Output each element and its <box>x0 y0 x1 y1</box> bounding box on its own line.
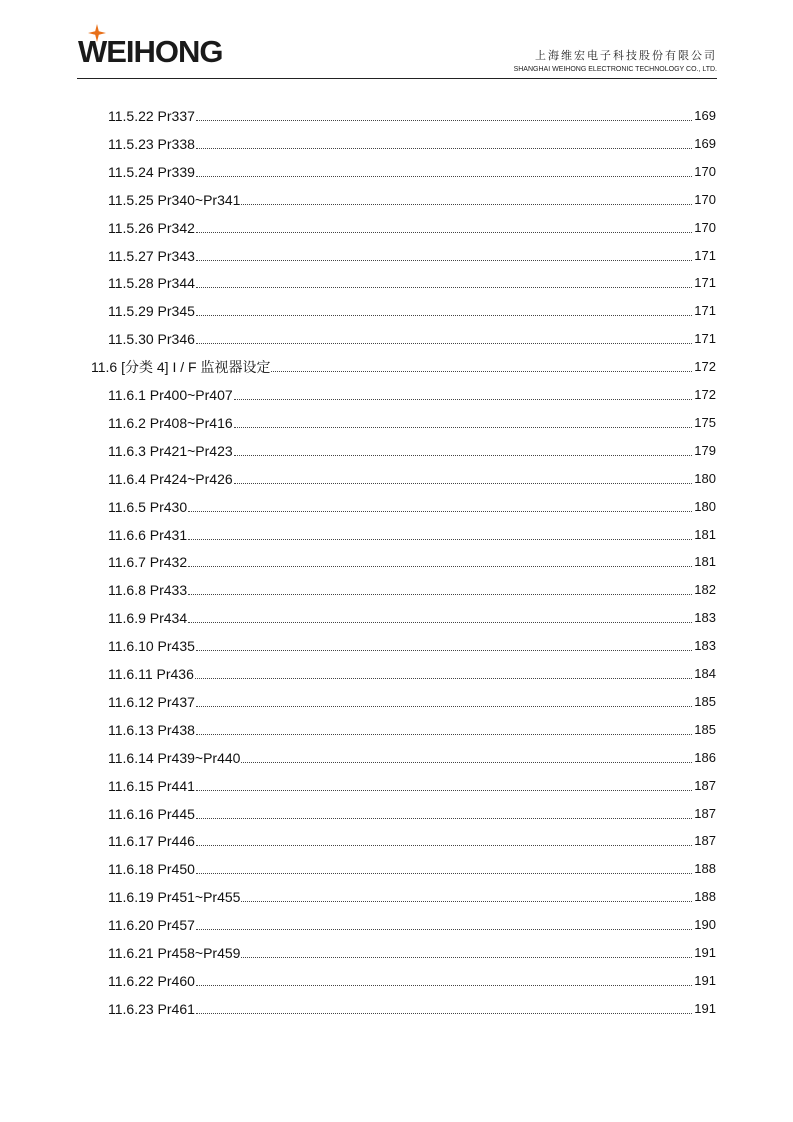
toc-dot-leader <box>188 622 692 623</box>
toc-dot-leader <box>241 762 692 763</box>
toc-entry[interactable] <box>108 379 716 403</box>
toc-dot-leader <box>196 734 692 735</box>
toc-dot-leader <box>234 427 693 428</box>
toc-entry-label: 11.5.29 Pr345 <box>108 303 195 319</box>
toc-dot-leader <box>196 650 692 651</box>
toc-entry-page-number: 171 <box>694 275 716 290</box>
toc-dot-leader <box>188 511 692 512</box>
toc-entry-page-number: 187 <box>694 833 716 848</box>
toc-entry[interactable] <box>108 240 716 264</box>
toc-entry-page-number: 188 <box>694 889 716 904</box>
toc-entry[interactable] <box>108 825 716 849</box>
toc-dot-leader <box>196 929 692 930</box>
toc-entry-page-number: 180 <box>694 471 716 486</box>
toc-dot-leader <box>234 399 693 400</box>
toc-entry[interactable] <box>108 770 716 794</box>
toc-entry-label: 11.6.13 Pr438 <box>108 722 195 738</box>
toc-entry-page-number: 171 <box>694 248 716 263</box>
toc-entry[interactable] <box>108 519 716 543</box>
toc-entry-label: 11.5.28 Pr344 <box>108 275 195 291</box>
toc-entry-label: 11.6.12 Pr437 <box>108 694 195 710</box>
toc-entry-label: 11.6.10 Pr435 <box>108 638 195 654</box>
toc-entry[interactable] <box>108 323 716 347</box>
toc-entry-label: 11.5.24 Pr339 <box>108 164 195 180</box>
toc-entry-page-number: 181 <box>694 554 716 569</box>
toc-entry-page-number: 172 <box>694 387 716 402</box>
toc-entry-page-number: 171 <box>694 331 716 346</box>
toc-entry[interactable] <box>108 295 716 319</box>
toc-dot-leader <box>234 455 693 456</box>
weihong-logo <box>78 28 248 70</box>
toc-entry[interactable] <box>108 435 716 459</box>
toc-entry[interactable] <box>108 128 716 152</box>
toc-entry-page-number: 179 <box>694 443 716 458</box>
toc-entry-label: 11.6.19 Pr451~Pr455 <box>108 889 241 905</box>
toc-dot-leader <box>196 148 692 149</box>
toc-entry[interactable] <box>108 881 716 905</box>
toc-dot-leader <box>271 371 692 372</box>
toc-entry[interactable] <box>108 100 716 124</box>
toc-entry-label: 11.6.11 Pr436 <box>108 666 194 682</box>
toc-dot-leader <box>188 539 692 540</box>
toc-dot-leader <box>196 260 692 261</box>
toc-entry-page-number: 187 <box>694 778 716 793</box>
toc-entry-label: 11.5.30 Pr346 <box>108 331 195 347</box>
toc-dot-leader <box>188 594 692 595</box>
header-divider <box>77 78 717 79</box>
toc-entry-label: 11.6.8 Pr433 <box>108 582 188 598</box>
toc-entry[interactable] <box>108 156 716 180</box>
toc-entry[interactable] <box>108 463 716 487</box>
toc-dot-leader <box>196 873 692 874</box>
toc-entry[interactable] <box>108 658 716 682</box>
toc-entry-label: 11.5.23 Pr338 <box>108 136 195 152</box>
company-name-chinese: 上海维宏电子科技股份有限公司 <box>535 49 717 62</box>
toc-entry-label: 11.6.18 Pr450 <box>108 861 195 877</box>
toc-entry-page-number: 191 <box>694 945 716 960</box>
toc-entry-page-number: 190 <box>694 917 716 932</box>
toc-entry-page-number: 186 <box>694 750 716 765</box>
company-name-english: SHANGHAI WEIHONG ELECTRONIC TECHNOLOGY CO., LTD. <box>513 66 717 73</box>
toc-entry[interactable] <box>108 630 716 654</box>
toc-dot-leader <box>196 818 692 819</box>
toc-entry-page-number: 170 <box>694 164 716 179</box>
toc-entry-page-number: 191 <box>694 1001 716 1016</box>
toc-entry-label: 11.6.6 Pr431 <box>108 527 188 543</box>
page-header <box>0 0 793 80</box>
toc-dot-leader <box>196 985 692 986</box>
toc-entry[interactable] <box>108 965 716 989</box>
toc-dot-leader <box>241 204 692 205</box>
toc-entry[interactable] <box>108 714 716 738</box>
toc-dot-leader <box>195 678 692 679</box>
toc-entry-label: 11.6.23 Pr461 <box>108 1001 195 1017</box>
toc-entry-page-number: 187 <box>694 806 716 821</box>
toc-entry[interactable] <box>108 798 716 822</box>
toc-entry-page-number: 169 <box>694 136 716 151</box>
toc-dot-leader <box>196 287 692 288</box>
logo-wordmark: WEIHONG <box>78 34 223 69</box>
toc-entry-page-number: 184 <box>694 666 716 681</box>
toc-entry[interactable] <box>108 491 716 515</box>
toc-entry-label: 11.6.7 Pr432 <box>108 554 188 570</box>
toc-dot-leader <box>196 845 692 846</box>
toc-dot-leader <box>241 957 692 958</box>
toc-dot-leader <box>196 120 692 121</box>
toc-entry[interactable] <box>108 853 716 877</box>
toc-entry-label: 11.5.25 Pr340~Pr341 <box>108 192 241 208</box>
toc-dot-leader <box>196 176 692 177</box>
toc-entry-label: 11.6.16 Pr445 <box>108 806 195 822</box>
toc-entry-page-number: 180 <box>694 499 716 514</box>
toc-entry-page-number: 169 <box>694 108 716 123</box>
toc-dot-leader <box>188 566 692 567</box>
toc-dot-leader <box>196 790 692 791</box>
toc-entry[interactable] <box>108 407 716 431</box>
toc-entry-page-number: 171 <box>694 303 716 318</box>
toc-entry-page-number: 170 <box>694 192 716 207</box>
toc-entry-label: 11.6.5 Pr430 <box>108 499 188 515</box>
toc-entry[interactable] <box>108 937 716 961</box>
toc-entry[interactable] <box>108 212 716 236</box>
toc-entry-page-number: 181 <box>694 527 716 542</box>
toc-entry-page-number: 182 <box>694 582 716 597</box>
toc-entry[interactable] <box>108 742 716 766</box>
toc-entry-label: 11.6.3 Pr421~Pr423 <box>108 443 233 459</box>
toc-entry-label: 11.6.14 Pr439~Pr440 <box>108 750 241 766</box>
toc-dot-leader <box>196 1013 692 1014</box>
toc-entry-label: 11.6.22 Pr460 <box>108 973 195 989</box>
toc-entry-page-number: 170 <box>694 220 716 235</box>
toc-dot-leader <box>241 901 692 902</box>
toc-entry-label: 11.6.2 Pr408~Pr416 <box>108 415 233 431</box>
toc-entry-label: 11.6.21 Pr458~Pr459 <box>108 945 241 961</box>
toc-entry-label: 11.5.27 Pr343 <box>108 248 195 264</box>
toc-entry[interactable] <box>108 993 716 1017</box>
toc-entry[interactable] <box>108 574 716 598</box>
toc-dot-leader <box>234 483 693 484</box>
toc-entry-page-number: 183 <box>694 638 716 653</box>
toc-dot-leader <box>196 706 692 707</box>
toc-entry-page-number: 172 <box>694 359 716 374</box>
toc-entry-page-number: 183 <box>694 610 716 625</box>
toc-entry-page-number: 188 <box>694 861 716 876</box>
toc-entry-label: 11.6.17 Pr446 <box>108 833 195 849</box>
toc-entry[interactable] <box>108 602 716 626</box>
toc-dot-leader <box>196 343 692 344</box>
toc-entry-label: 11.5.26 Pr342 <box>108 220 195 236</box>
toc-entry[interactable] <box>108 184 716 208</box>
toc-dot-leader <box>196 232 692 233</box>
toc-entry-label: 11.6.20 Pr457 <box>108 917 195 933</box>
toc-entry-label: 11.6.15 Pr441 <box>108 778 195 794</box>
toc-entry-label: 11.6.1 Pr400~Pr407 <box>108 387 233 403</box>
toc-entry-page-number: 185 <box>694 722 716 737</box>
toc-entry[interactable] <box>91 351 716 375</box>
toc-entry[interactable] <box>108 546 716 570</box>
toc-entry-label: 11.5.22 Pr337 <box>108 108 195 124</box>
toc-entry-label: 11.6.4 Pr424~Pr426 <box>108 471 233 487</box>
toc-entry-page-number: 185 <box>694 694 716 709</box>
toc-dot-leader <box>196 315 692 316</box>
toc-entry-label: 11.6.9 Pr434 <box>108 610 188 626</box>
toc-entry-page-number: 175 <box>694 415 716 430</box>
toc-entry[interactable] <box>108 267 716 291</box>
toc-entry[interactable] <box>108 909 716 933</box>
toc-entry-label: 11.6 [分类 4] I / F 监视器设定 <box>91 359 271 375</box>
toc-entry[interactable] <box>108 686 716 710</box>
toc-entry-page-number: 191 <box>694 973 716 988</box>
